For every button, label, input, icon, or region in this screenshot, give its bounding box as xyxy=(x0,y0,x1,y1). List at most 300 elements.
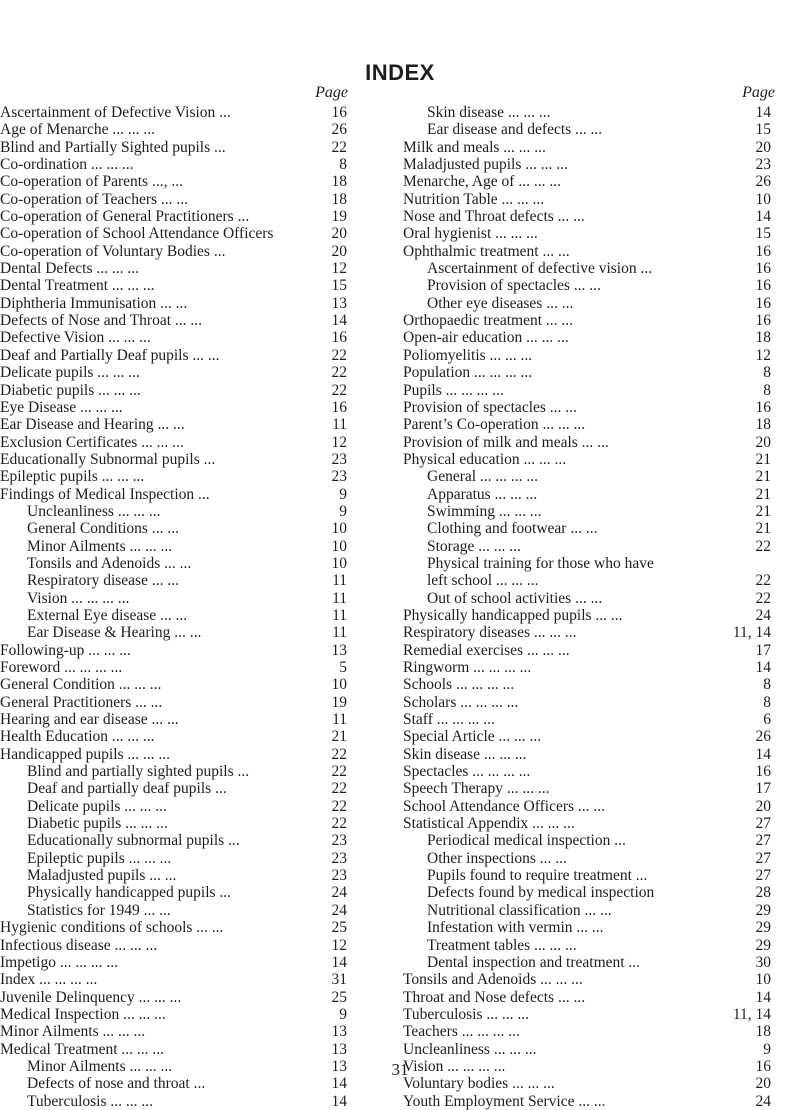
entry-page-number: 20 xyxy=(331,242,347,260)
entry-label: Foreword ... ... ... ... xyxy=(0,659,123,676)
entry-label: Juvenile Delinquency ... ... ... xyxy=(0,988,182,1006)
index-entry xyxy=(0,954,402,971)
entry-label: Out of school activities ... ... xyxy=(427,589,603,607)
entry-page-number: 20 xyxy=(331,225,347,243)
entry-page-number: 11, 14 xyxy=(732,1005,771,1023)
entry-page-number: 19 xyxy=(331,693,347,711)
entry-page-number: 5 xyxy=(339,659,347,676)
index-entry xyxy=(0,191,402,208)
index-entry xyxy=(0,173,402,190)
index-subentry xyxy=(0,832,402,849)
entry-label: Minor Ailments ... ... ... xyxy=(27,537,173,555)
entry-label: Remedial exercises ... ... ... xyxy=(403,641,570,659)
index-entry xyxy=(402,763,800,780)
index-subentry xyxy=(0,815,402,832)
entry-label: Deaf and Partially Deaf pupils ... ... xyxy=(0,346,220,364)
entry-label: Defects of Nose and Throat ... ... xyxy=(0,312,203,330)
entry-page-number: 30 xyxy=(755,953,771,971)
entry-label: Teachers ... ... ... ... xyxy=(403,1023,520,1041)
index-entry xyxy=(0,746,402,763)
index-subentry xyxy=(402,121,800,138)
entry-page-number: 21 xyxy=(755,502,771,520)
entry-label: Other inspections ... ... xyxy=(427,849,567,867)
entry-label: Diabetic pupils ... ... ... xyxy=(0,381,141,399)
index-subentry xyxy=(0,538,402,555)
entry-page-number: 18 xyxy=(755,1023,771,1041)
entry-label: Menarche, Age of ... ... ... xyxy=(403,173,561,191)
entry-page-number: 27 xyxy=(755,849,771,867)
entry-label: School Attendance Officers ... ... xyxy=(403,797,606,815)
index-entry xyxy=(0,919,402,936)
entry-label: Tonsils and Adenoids ... ... ... xyxy=(403,971,583,989)
entry-page-number: 21 xyxy=(755,485,771,503)
entry-label: Physical education ... ... ... xyxy=(403,450,567,468)
entry-page-number: 26 xyxy=(755,173,771,191)
index-subentry xyxy=(0,763,402,780)
index-subentry xyxy=(402,832,800,849)
index-entry xyxy=(0,1006,402,1023)
entry-page-number: 16 xyxy=(755,763,771,781)
entry-page-number: 22 xyxy=(331,381,347,399)
entry-label: Dental Defects ... ... ... xyxy=(0,260,140,278)
entry-page-number: 13 xyxy=(331,1023,347,1041)
entry-label: Nose and Throat defects ... ... xyxy=(403,208,585,226)
index-entry xyxy=(0,434,402,451)
entry-label: Voluntary bodies ... ... ... xyxy=(403,1075,555,1093)
entry-label: Dental inspection and treatment ... xyxy=(427,953,641,971)
entry-label: Vision ... ... ... ... xyxy=(403,1057,506,1075)
entry-label: Minor Ailments ... ... ... xyxy=(0,1023,146,1041)
index-subentry xyxy=(402,520,800,537)
index-entry xyxy=(402,780,800,797)
index-subentry xyxy=(402,954,800,971)
entry-page-number: 16 xyxy=(331,104,347,121)
entry-page-number: 22 xyxy=(331,797,347,815)
index-entry xyxy=(0,364,402,381)
index-entry xyxy=(402,451,800,468)
entry-label: Ear Disease and Hearing ... ... xyxy=(0,416,185,434)
index-entry xyxy=(0,486,402,503)
entry-page-number: 21 xyxy=(755,468,771,486)
index-entry xyxy=(0,711,402,728)
entry-page-number: 16 xyxy=(755,242,771,260)
entry-label: Special Article ... ... ... xyxy=(403,728,542,746)
entry-page-number: 13 xyxy=(331,1057,347,1075)
entry-page-number: 22 xyxy=(331,745,347,763)
index-subentry xyxy=(402,555,800,572)
index-subentry xyxy=(402,572,800,589)
index-subentry xyxy=(0,902,402,919)
entry-label: Ascertainment of defective vision ... xyxy=(427,260,653,278)
entry-page-number: 16 xyxy=(755,277,771,295)
entry-page-number: 14 xyxy=(755,988,771,1006)
entry-label: General Conditions ... ... xyxy=(27,520,179,538)
index-entry xyxy=(402,694,800,711)
entry-label: Hygienic conditions of schools ... ... xyxy=(0,919,224,937)
entry-label: Index ... ... ... ... xyxy=(0,971,98,989)
entry-page-number: 12 xyxy=(331,936,347,954)
index-subentry xyxy=(402,538,800,555)
entry-page-number: 24 xyxy=(755,1092,771,1110)
entry-label: Ascertainment of Defective Vision ... xyxy=(0,104,231,121)
entry-page-number: 22 xyxy=(331,815,347,833)
entry-page-number: 23 xyxy=(331,450,347,468)
entry-page-number: 27 xyxy=(755,815,771,833)
index-entry xyxy=(0,659,402,676)
entry-page-number: 11 xyxy=(332,589,347,607)
entry-page-number: 25 xyxy=(331,919,347,937)
entry-label: External Eye disease ... ... xyxy=(27,606,188,624)
entry-label: Delicate pupils ... ... ... xyxy=(0,364,140,382)
index-entry xyxy=(0,104,402,121)
entry-label: Findings of Medical Inspection ... xyxy=(0,485,210,503)
entry-page-number: 16 xyxy=(755,1057,771,1075)
entry-page-number: 29 xyxy=(755,936,771,954)
entry-page-number: 26 xyxy=(755,728,771,746)
entry-label: Exclusion Certificates ... ... ... xyxy=(0,433,184,451)
index-entry xyxy=(0,225,402,242)
entry-page-number: 11 xyxy=(332,572,347,590)
index-entry xyxy=(402,329,800,346)
entry-page-number: 18 xyxy=(331,173,347,191)
entry-page-number: 13 xyxy=(331,1040,347,1058)
index-entry xyxy=(0,468,402,485)
entry-label: Dental Treatment ... ... ... xyxy=(0,277,155,295)
entry-page-number: 14 xyxy=(331,953,347,971)
entry-page-number: 22 xyxy=(331,138,347,156)
index-entry xyxy=(0,121,402,138)
index-entry xyxy=(0,260,402,277)
entry-page-number: 10 xyxy=(755,971,771,989)
entry-page-number: 10 xyxy=(331,676,347,694)
entry-label: General Condition ... ... ... xyxy=(0,676,162,694)
entry-page-number: 31 xyxy=(331,971,347,989)
entry-page-number: 14 xyxy=(755,104,771,121)
index-entry xyxy=(0,277,402,294)
entry-label: Maladjusted pupils ... ... xyxy=(27,867,177,885)
entry-label: Clothing and footwear ... ... xyxy=(427,520,598,538)
entry-label: Skin disease ... ... ... xyxy=(427,104,551,121)
entry-label: Scholars ... ... ... ... xyxy=(403,693,519,711)
entry-page-number: 29 xyxy=(755,919,771,937)
entry-page-number: 23 xyxy=(755,156,771,174)
index-entry xyxy=(0,347,402,364)
index-entry xyxy=(402,347,800,364)
entry-label: Provision of spectacles ... ... xyxy=(427,277,601,295)
index-entry xyxy=(0,694,402,711)
index-entry xyxy=(402,156,800,173)
entry-page-number: 10 xyxy=(331,537,347,555)
index-subentry xyxy=(402,850,800,867)
index-subentry xyxy=(402,902,800,919)
entry-label: Educationally subnormal pupils ... xyxy=(27,832,240,850)
index-entry xyxy=(402,971,800,988)
entry-label: Vision ... ... ... ... xyxy=(27,589,130,607)
index-entry xyxy=(0,728,402,745)
entry-label: Population ... ... ... ... xyxy=(403,364,533,382)
entry-label: Diphtheria Immunisation ... ... xyxy=(0,294,188,312)
entry-page-number: 10 xyxy=(331,520,347,538)
entry-page-number: 18 xyxy=(755,416,771,434)
entry-page-number: 23 xyxy=(331,849,347,867)
entry-page-number: 18 xyxy=(755,329,771,347)
entry-page-number: 9 xyxy=(339,1005,347,1023)
index-entry xyxy=(0,295,402,312)
index-entry xyxy=(402,746,800,763)
index-subentry xyxy=(402,867,800,884)
entry-label: Ophthalmic treatment ... ... xyxy=(403,242,570,260)
entry-page-number: 24 xyxy=(755,606,771,624)
entry-page-number: 8 xyxy=(763,676,771,694)
entry-label: Eye Disease ... ... ... xyxy=(0,398,123,416)
entry-page-number: 14 xyxy=(755,659,771,676)
entry-label: Defects of nose and throat ... xyxy=(27,1075,206,1093)
index-entry xyxy=(402,191,800,208)
entry-label: Co-operation of School Attendance Officers xyxy=(0,225,274,243)
entry-label: Respiratory diseases ... ... ... xyxy=(403,624,577,642)
entry-label: Defects found by medical inspection xyxy=(427,884,655,902)
entry-label: Throat and Nose defects ... ... xyxy=(403,988,586,1006)
index-subentry xyxy=(402,503,800,520)
index-entries-left xyxy=(0,104,402,1110)
entry-label: Orthopaedic treatment ... ... xyxy=(403,312,574,330)
entry-label: Uncleanliness ... ... ... xyxy=(27,502,161,520)
index-entry xyxy=(0,382,402,399)
entry-page-number: 12 xyxy=(755,346,771,364)
page-title: INDEX xyxy=(365,60,435,85)
entry-label: Provision of milk and meals ... ... xyxy=(403,433,609,451)
entry-page-number: 15 xyxy=(331,277,347,295)
entry-label: Respiratory disease ... ... xyxy=(27,572,179,590)
entry-page-number: 29 xyxy=(755,901,771,919)
entry-page-number: 16 xyxy=(755,312,771,330)
entry-label: Spectacles ... ... ... ... xyxy=(403,763,531,781)
index-entry xyxy=(0,971,402,988)
entry-label: Youth Employment Service ... ... xyxy=(403,1092,606,1110)
entry-page-number: 18 xyxy=(331,190,347,208)
entry-page-number: 14 xyxy=(331,1092,347,1110)
index-subentry xyxy=(0,590,402,607)
index-subentry xyxy=(0,555,402,572)
entry-page-number: 14 xyxy=(755,745,771,763)
entry-page-number: 15 xyxy=(755,225,771,243)
entry-label: Schools ... ... ... ... xyxy=(403,676,515,694)
index-entry xyxy=(0,312,402,329)
entry-label: Nutritional classification ... ... xyxy=(427,901,612,919)
index-entry xyxy=(402,225,800,242)
entry-page-number: 8 xyxy=(339,156,347,174)
entry-page-number: 26 xyxy=(331,121,347,139)
index-entry xyxy=(402,642,800,659)
entry-page-number: 22 xyxy=(755,589,771,607)
entry-label: Ear Disease & Hearing ... ... xyxy=(27,624,202,642)
entry-page-number: 20 xyxy=(755,138,771,156)
index-subentry xyxy=(402,590,800,607)
index-subentry xyxy=(0,850,402,867)
entry-page-number: 10 xyxy=(755,190,771,208)
index-entry xyxy=(0,1041,402,1058)
entry-label: Epileptic pupils ... ... ... xyxy=(0,468,145,486)
index-subentry xyxy=(402,468,800,485)
index-subentry xyxy=(0,798,402,815)
index-entry xyxy=(0,156,402,173)
entry-page-number: 16 xyxy=(331,329,347,347)
entry-label: Co-operation of Teachers ... ... xyxy=(0,190,189,208)
entry-label: Hearing and ear disease ... ... xyxy=(0,711,179,729)
index-entry xyxy=(402,173,800,190)
entry-page-number: 20 xyxy=(755,433,771,451)
entry-page-number: 14 xyxy=(755,208,771,226)
entry-page-number: 20 xyxy=(755,797,771,815)
entry-page-number: 23 xyxy=(331,867,347,885)
entry-label: Speech Therapy ... ... ... xyxy=(403,780,550,798)
entry-page-number: 28 xyxy=(755,884,771,902)
entry-label: Age of Menarche ... ... ... xyxy=(0,121,155,139)
entry-page-number: 16 xyxy=(755,294,771,312)
index-entry xyxy=(402,139,800,156)
entry-page-number: 13 xyxy=(331,294,347,312)
entry-label: General Practitioners ... ... xyxy=(0,693,163,711)
entry-page-number: 22 xyxy=(331,364,347,382)
index-subentry xyxy=(402,937,800,954)
index-subentry xyxy=(402,919,800,936)
page-column-heading: Page xyxy=(315,84,348,101)
entry-label: Treatment tables ... ... ... xyxy=(427,936,577,954)
index-entry xyxy=(0,451,402,468)
entry-label: Educationally Subnormal pupils ... xyxy=(0,450,216,468)
entry-label: Nutrition Table ... ... ... xyxy=(403,190,545,208)
entry-label: Tuberculosis ... ... ... xyxy=(27,1092,154,1110)
entry-page-number: 14 xyxy=(331,1075,347,1093)
entry-page-number: 8 xyxy=(763,364,771,382)
index-subentry xyxy=(0,503,402,520)
entry-label: Oral hygienist ... ... ... xyxy=(403,225,538,243)
index-entry xyxy=(402,1041,800,1058)
index-subentry xyxy=(402,277,800,294)
entry-page-number: 22 xyxy=(755,572,771,590)
entry-page-number: 13 xyxy=(331,641,347,659)
entry-label: Co-operation of Voluntary Bodies ... xyxy=(0,242,226,260)
entry-label: Pupils found to require treatment ... xyxy=(427,867,648,885)
entry-label: Open-air education ... ... ... xyxy=(403,329,569,347)
entry-page-number: 14 xyxy=(331,312,347,330)
entry-page-number: 22 xyxy=(331,346,347,364)
entry-page-number: 19 xyxy=(331,208,347,226)
entry-label: Apparatus ... ... ... xyxy=(427,485,538,503)
index-entry xyxy=(0,208,402,225)
entry-page-number: 12 xyxy=(331,260,347,278)
entry-page-number: 22 xyxy=(331,763,347,781)
entry-page-number: 22 xyxy=(755,537,771,555)
index-subentry xyxy=(402,486,800,503)
entry-label: Skin disease ... ... ... xyxy=(403,745,527,763)
entry-page-number: 17 xyxy=(755,641,771,659)
entry-page-number: 10 xyxy=(331,554,347,572)
entry-label: Deaf and partially deaf pupils ... xyxy=(27,780,227,798)
index-entry xyxy=(402,989,800,1006)
entry-page-number: 15 xyxy=(755,121,771,139)
entry-label: Staff ... ... ... ... xyxy=(403,711,495,729)
entry-label: Maladjusted pupils ... ... ... xyxy=(403,156,568,174)
entry-page-number: 11 xyxy=(332,416,347,434)
entry-label: Periodical medical inspection ... xyxy=(427,832,626,850)
entry-label: Minor Ailments ... ... ... xyxy=(27,1057,173,1075)
entry-page-number: 25 xyxy=(331,988,347,1006)
entry-label: Swimming ... ... ... xyxy=(427,502,542,520)
entry-page-number: 11, 14 xyxy=(732,624,771,642)
index-entry xyxy=(402,416,800,433)
index-entry xyxy=(0,399,402,416)
entry-label: Other eye diseases ... ... xyxy=(427,294,574,312)
entry-label: Tonsils and Adenoids ... ... xyxy=(27,554,192,572)
index-entry xyxy=(0,329,402,346)
index-entry xyxy=(402,1006,800,1023)
index-subentry xyxy=(0,780,402,797)
entry-label: Physical training for those who have xyxy=(427,554,654,572)
index-entry xyxy=(402,434,800,451)
entry-page-number: 9 xyxy=(763,1040,771,1058)
index-subentry xyxy=(0,572,402,589)
index-entry xyxy=(0,642,402,659)
entry-page-number: 24 xyxy=(331,884,347,902)
index-entry xyxy=(0,1023,402,1040)
entry-page-number: 24 xyxy=(331,901,347,919)
entry-page-number: 6 xyxy=(763,711,771,729)
entry-label: Statistical Appendix ... ... ... xyxy=(403,815,575,833)
entry-page-number: 11 xyxy=(332,606,347,624)
entry-label: Uncleanliness ... ... ... xyxy=(403,1040,537,1058)
entry-label: Medical Inspection ... ... ... xyxy=(0,1005,166,1023)
index-subentry xyxy=(0,520,402,537)
entry-page-number: 21 xyxy=(331,728,347,746)
entry-page-number: 16 xyxy=(755,260,771,278)
entry-label: Infectious disease ... ... ... xyxy=(0,936,158,954)
index-entry xyxy=(402,364,800,381)
entry-label: Co-ordination ... ... ... xyxy=(0,156,134,174)
entry-label: Pupils ... ... ... ... xyxy=(403,381,504,399)
entry-label: Medical Treatment ... ... ... xyxy=(0,1040,165,1058)
index-subentry xyxy=(0,867,402,884)
entry-label: Blind and Partially Sighted pupils ... xyxy=(0,138,226,156)
index-entry xyxy=(402,728,800,745)
index-subentry xyxy=(402,884,800,901)
entry-label: Statistics for 1949 ... ... xyxy=(27,901,171,919)
entry-label: Following-up ... ... ... xyxy=(0,641,131,659)
entry-label: General ... ... ... ... xyxy=(427,468,539,486)
index-entry xyxy=(0,676,402,693)
entry-page-number: 17 xyxy=(755,780,771,798)
entry-page-number: 12 xyxy=(331,433,347,451)
index-entry xyxy=(0,139,402,156)
entry-label: Tuberculosis ... ... ... xyxy=(403,1005,530,1023)
index-entry xyxy=(402,243,800,260)
entry-page-number: 11 xyxy=(332,624,347,642)
entry-label: Physically handicapped pupils ... xyxy=(27,884,232,902)
entry-label: Parent’s Co-operation ... ... ... xyxy=(403,416,586,434)
index-entry xyxy=(402,815,800,832)
entry-label: Ringworm ... ... ... ... xyxy=(403,659,532,676)
entry-page-number: 22 xyxy=(331,780,347,798)
index-entry xyxy=(402,208,800,225)
entry-page-number: 27 xyxy=(755,867,771,885)
index-subentry xyxy=(0,607,402,624)
entry-label: Poliomyelitis ... ... ... xyxy=(403,346,533,364)
entry-label: Co-operation of General Practitioners ... xyxy=(0,208,250,226)
entry-label: Provision of spectacles ... ... xyxy=(403,398,577,416)
index-entry xyxy=(0,989,402,1006)
page-column-heading: Page xyxy=(742,84,775,101)
index-entry xyxy=(402,676,800,693)
